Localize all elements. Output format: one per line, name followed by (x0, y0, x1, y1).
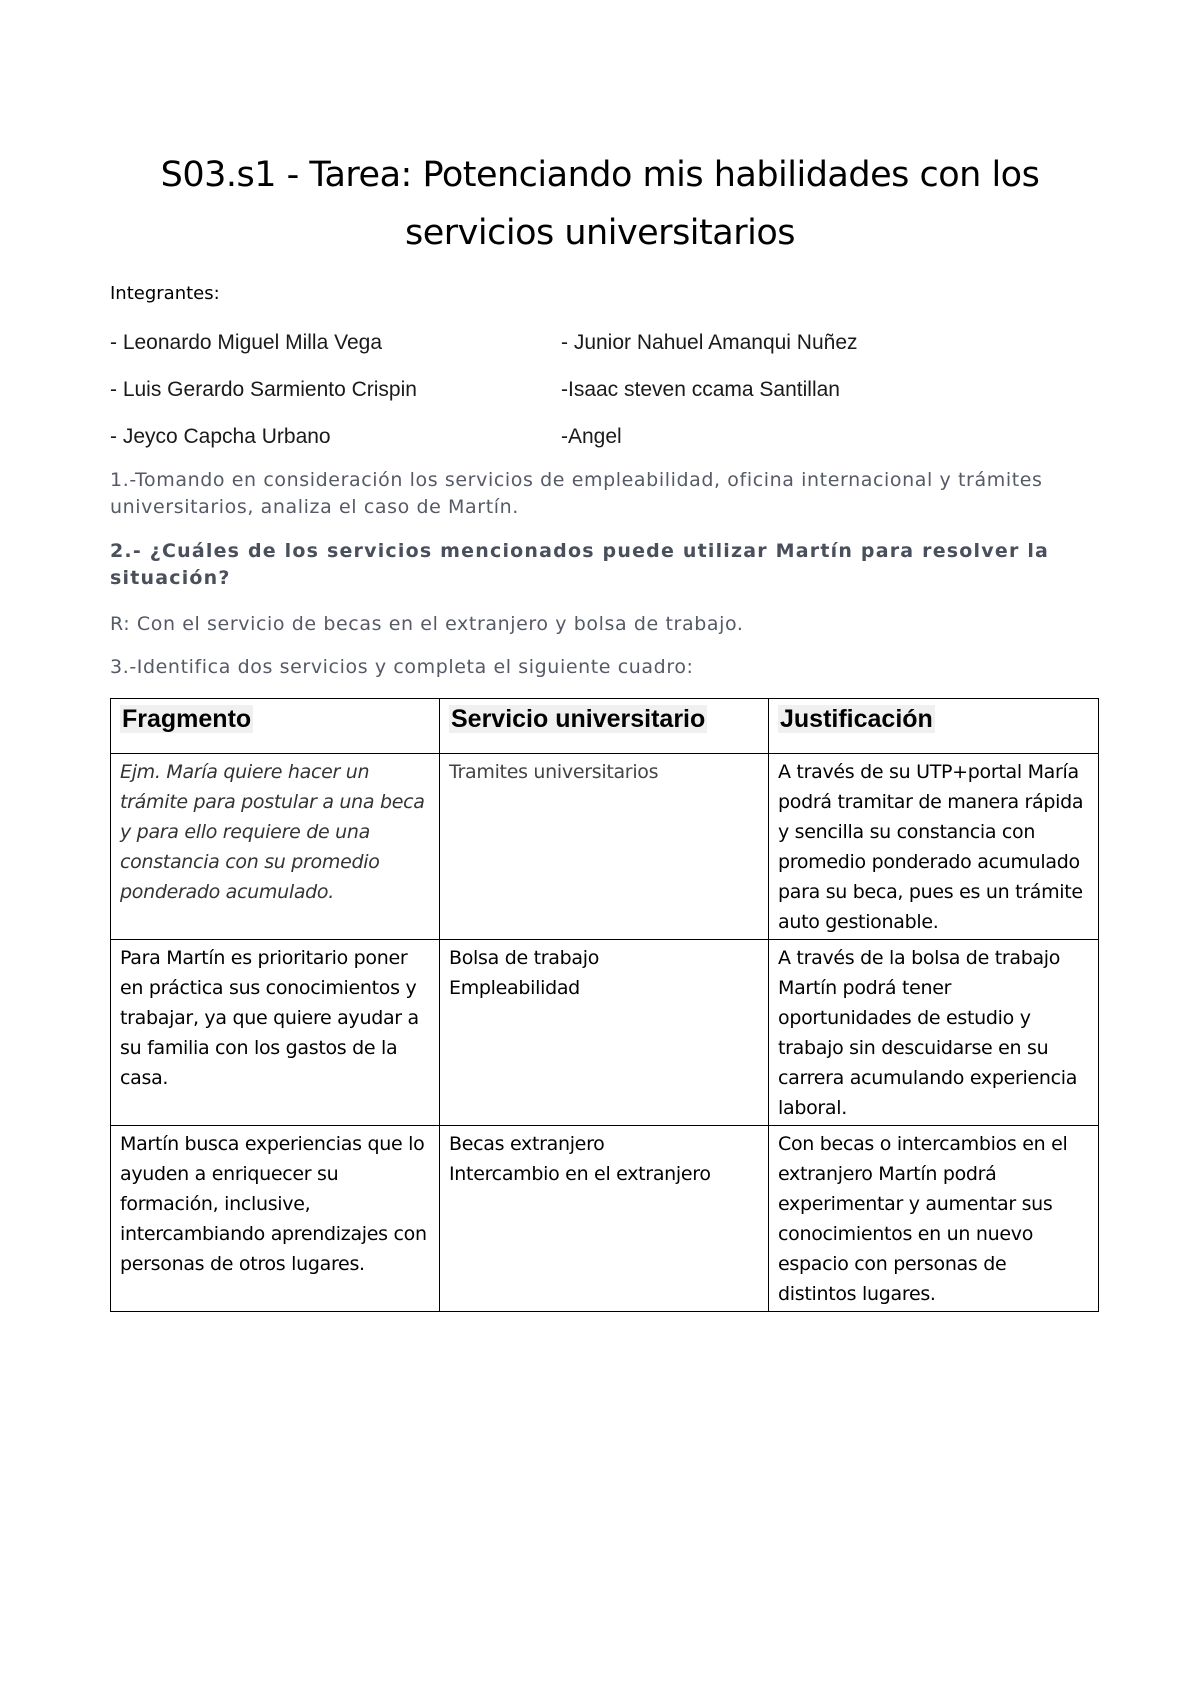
fragment-cell: Martín busca experiencias que lo ayuden a enriquecer su formación, inclusive, intercambiando aprendizajes con personas de otros lugares. (111, 1126, 440, 1312)
members-label: Integrantes: (110, 283, 220, 304)
table-row (111, 1126, 1099, 1312)
member-name: - Luis Gerardo Sarmiento Crispin (110, 378, 417, 401)
member-name: - Jeyco Capcha Urbano (110, 425, 331, 448)
fragment-cell: Ejm. María quiere hacer un trámite para postular a una beca y para ello requiere de una constancia con su promedio ponderado acumulado. (111, 754, 440, 940)
member-name: - Junior Nahuel Amanqui Nuñez (561, 331, 858, 354)
header-label: Servicio universitario (451, 705, 706, 733)
question-3: 3.-Identifica dos servicios y completa el siguiente cuadro: (110, 656, 694, 678)
services-table (110, 698, 1099, 1312)
member-name: -Isaac steven ccama Santillan (561, 378, 840, 401)
justification-cell: A través de la bolsa de trabajo Martín podrá tener oportunidades de estudio y trabajo sin descuidarse en su carrera acumulando experiencia laboral. (769, 940, 1099, 1126)
header-servicio (440, 699, 769, 754)
title-line-2: servicios universitarios (405, 213, 795, 253)
justification-cell: A través de su UTP+portal María podrá tramitar de manera rápida y sencilla su constancia con promedio ponderado acumulado para su beca, pues es un trámite auto gestionable. (769, 754, 1099, 940)
justification-cell: Con becas o intercambios en el extranjero Martín podrá experimentar y aumentar sus conocimientos en un nuevo espacio con personas de distintos lugares. (769, 1126, 1099, 1312)
answer-text: R: Con el servicio de becas en el extranjero y bolsa de trabajo. (110, 613, 744, 635)
member-name: -Angel (561, 425, 622, 448)
header-label: Justificación (780, 705, 933, 733)
service-cell (440, 940, 769, 1126)
question-1: 1.-Tomando en consideración los servicios de empleabilidad, oficina internacional y trámites universitarios, analiza el caso de Martín. (110, 469, 1043, 518)
title-line-1: S03.s1 - Tarea: Potenciando mis habilidades con los (160, 155, 1040, 195)
fragment-cell: Para Martín es prioritario poner en práctica sus conocimientos y trabajar, ya que quiere ayudar a su familia con los gastos de la casa. (111, 940, 440, 1126)
table-row (111, 940, 1099, 1126)
table-row (111, 754, 1099, 940)
table-header-row (111, 699, 1099, 754)
member-name: - Leonardo Miguel Milla Vega (110, 331, 382, 354)
service-cell (440, 1126, 769, 1312)
header-label: Fragmento (122, 705, 252, 733)
header-justificacion (769, 699, 1099, 754)
service-line: Tramites universitarios (449, 761, 659, 783)
service-line: Intercambio en el extranjero (449, 1163, 711, 1185)
document-title (100, 146, 1100, 262)
service-line: Becas extranjero (449, 1133, 605, 1155)
service-line: Empleabilidad (449, 977, 580, 999)
service-cell (440, 754, 769, 940)
service-line: Bolsa de trabajo (449, 947, 600, 969)
header-fragmento (111, 699, 440, 754)
question-2: 2.- ¿Cuáles de los servicios mencionados puede utilizar Martín para resolver la situación? (110, 540, 1050, 589)
